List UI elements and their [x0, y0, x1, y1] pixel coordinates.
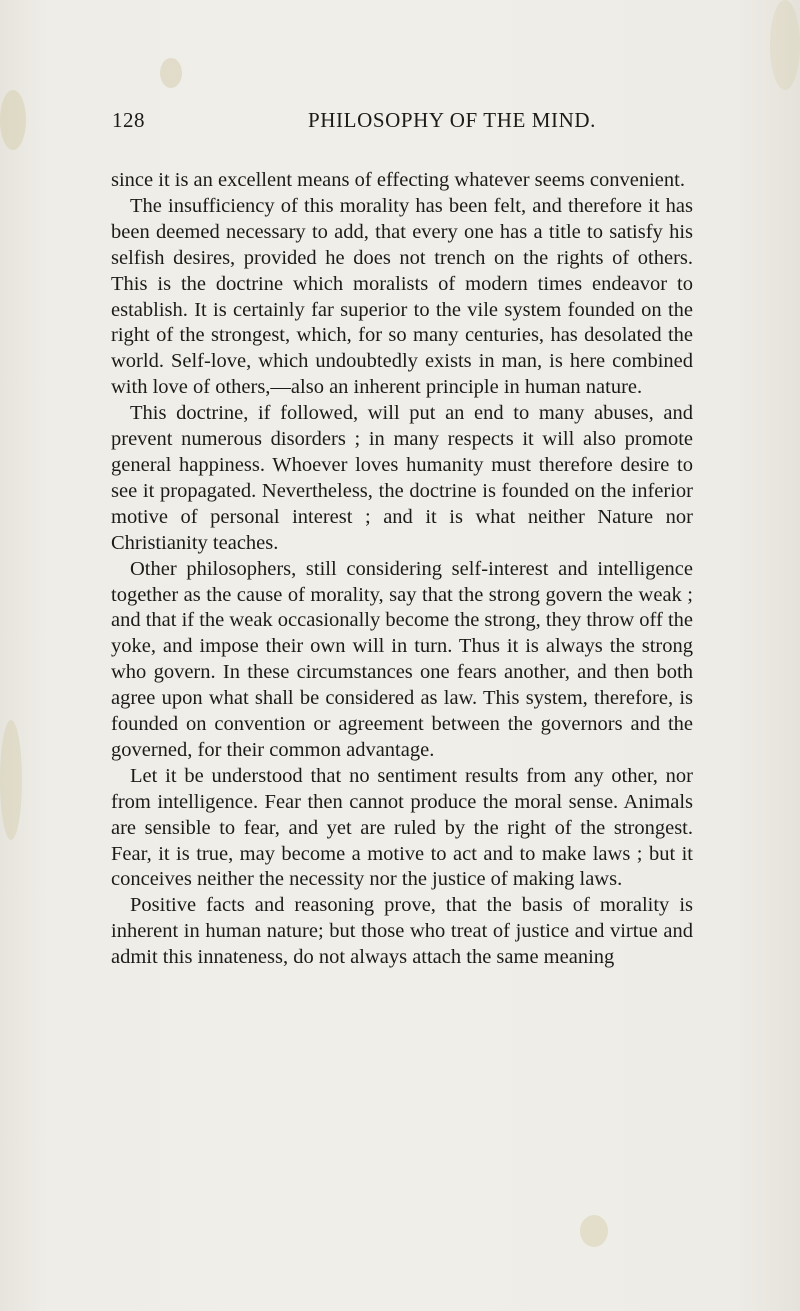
paragraph: Positive facts and reasoning prove, that the basis of morality is inherent in human nature; but those who treat of justice and virtue and admit this innateness, do not always attach the same meaning — [111, 894, 693, 969]
running-head: PHILOSOPHY OF THE MIND. — [308, 108, 596, 132]
foxing-stain — [580, 1215, 608, 1247]
paragraph: since it is an excellent means of effecting whatever seems convenient. — [111, 169, 685, 191]
paragraph: This doctrine, if followed, will put an end to many abuses, and prevent numerous disorders ; in many respects it will also promote general happiness. Whoever loves humanity must therefore desire to see it propagated. Nevertheless, the doctrine is founded on the inferior motive of personal interest ; and it is what neither Nature nor Christianity teaches. — [111, 402, 693, 554]
page-header — [112, 108, 692, 138]
paragraph: Other philosophers, still considering self-interest and intelligence together as the cause of morality, say that the strong govern the weak ; and that if the weak occasionally become the strong, they throw off the yoke, and impose their own will in turn. Thus it is always the strong who govern. In these circumstances one fears another, and then both agree upon what shall be considered as law. This system, therefore, is founded on convention or agreement between the governors and the governed, for their common advantage. — [111, 557, 693, 761]
body-text — [111, 168, 693, 971]
paragraph: The insufficiency of this morality has been felt, and therefore it has been deemed necessary to add, that every one has a title to satisfy his selfish desires, provided he does not trench on the rights of others. This is the doctrine which moralists of modern times endeavor to establish. It is certainly far superior to the vile system founded on the right of the strongest, which, for so many centuries, has desolated the world. Self-love, which undoubtedly exists in man, is here combined with love of others,—also an inherent principle in human nature. — [111, 194, 693, 399]
foxing-stain — [0, 720, 22, 840]
page-number: 128 — [112, 108, 145, 132]
foxing-stain — [770, 0, 800, 90]
paragraph: Let it be understood that no sentiment results from any other, nor from intelligence. Fear then cannot produce the moral sense. Animals are sensible to fear, and yet are ruled by the right of the strongest. Fear, it is true, may become a motive to act and to make laws ; but it conceives neither the necessity nor the justice of making laws. — [111, 764, 693, 891]
foxing-stain — [0, 90, 26, 150]
foxing-stain — [160, 58, 182, 88]
